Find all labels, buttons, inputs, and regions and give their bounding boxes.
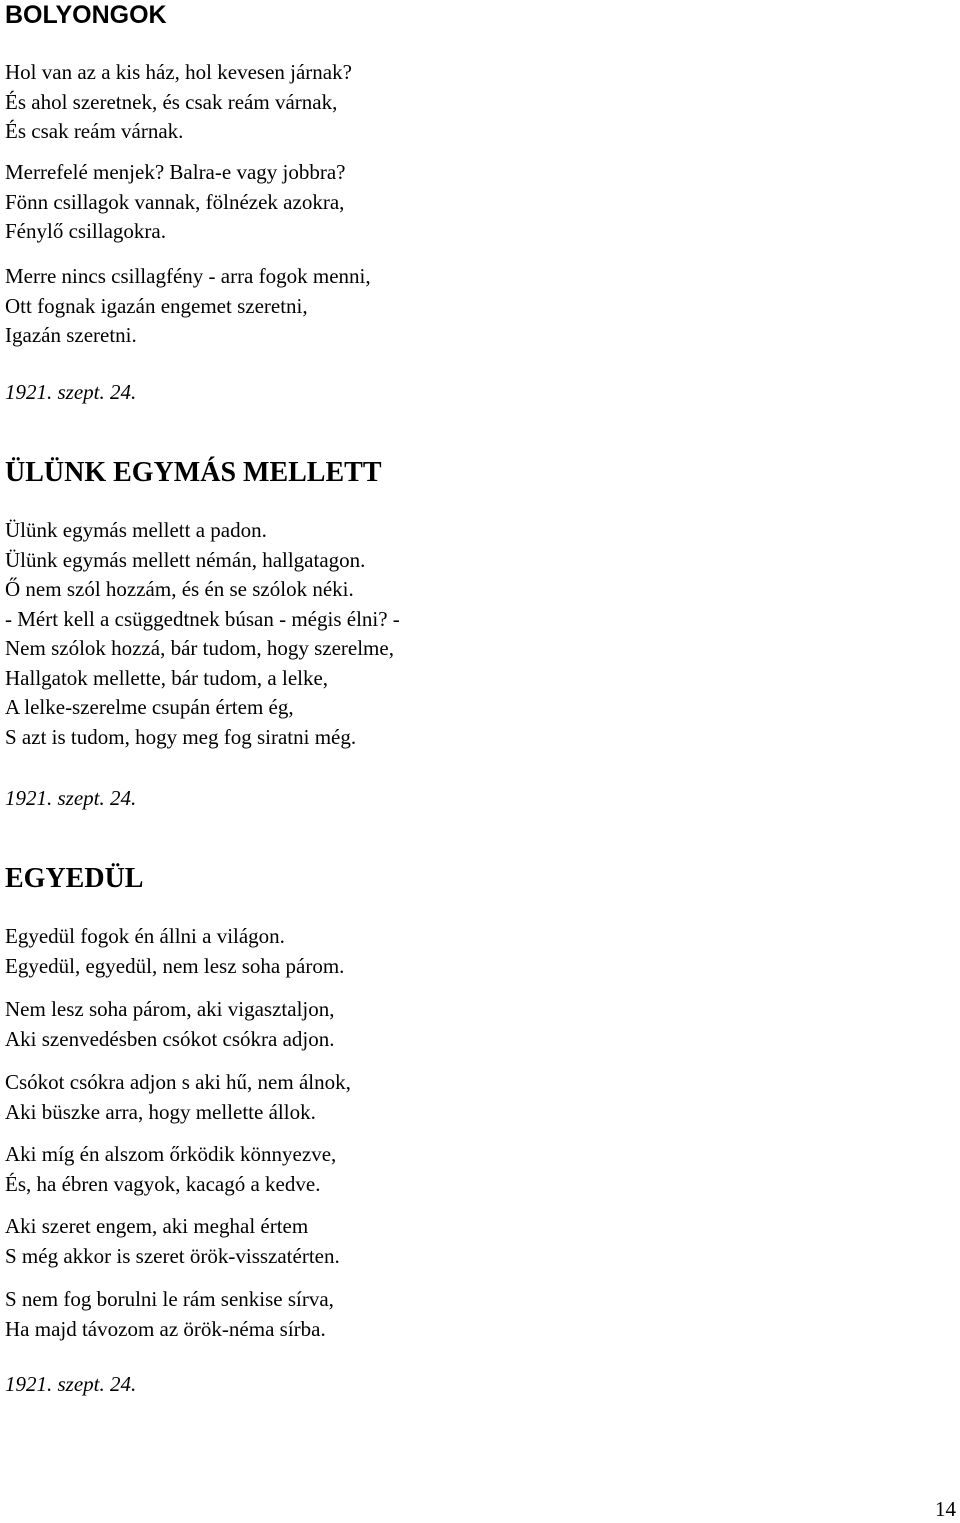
poem-line: Aki szeret engem, aki meghal értem — [5, 1214, 309, 1238]
poem-line: Fénylő csillagokra. — [5, 219, 166, 243]
poem-line: Merrefelé menjek? Balra-e vagy jobbra? — [5, 160, 346, 184]
poem-line: Fönn csillagok vannak, fölnézek azokra, — [5, 189, 345, 214]
poem-line: Ő nem szól hozzám, és én se szólok néki. — [5, 577, 354, 601]
poem-line: Hallgatok mellette, bár tudom, a lelke, — [5, 665, 329, 690]
poem-line: Nem lesz soha párom, aki vigasztaljon, — [5, 997, 335, 1021]
poem-line: Igazán szeretni. — [5, 323, 137, 347]
poem-line: - Mért kell a csüggedtnek búsan - mégis élni? - — [5, 606, 400, 631]
poem-line: Merre nincs csillagfény - arra fogok menni, — [5, 264, 371, 288]
page-number: 14 — [935, 1497, 956, 1521]
poem-line: És ahol szeretnek, és csak reám várnak, — [5, 89, 338, 114]
poem-line: S még akkor is szeret örök-visszatérten. — [5, 1243, 340, 1268]
stanza — [5, 262, 371, 351]
poem-line: Ülünk egymás mellett némán, hallgatagon. — [5, 547, 366, 572]
poem-line: Aki szenvedésben csókot csókra adjon. — [5, 1026, 335, 1051]
poem-title: ÜLÜNK EGYMÁS MELLETT — [5, 457, 382, 488]
poem-line: Ha majd távozom az örök-néma sírba. — [5, 1316, 326, 1341]
stanza — [5, 922, 344, 981]
poem-line: Hol van az a kis ház, hol kevesen járnak? — [5, 60, 352, 84]
stanza — [5, 516, 400, 752]
stanza — [5, 1140, 336, 1199]
poem-line: S azt is tudom, hogy meg fog siratni még. — [5, 724, 357, 749]
poem-line: S nem fog borulni le rám senkise sírva, — [5, 1287, 334, 1311]
stanza — [5, 1285, 334, 1344]
stanza — [5, 1212, 340, 1271]
poem-date: 1921. szept. 24. — [5, 380, 137, 404]
poem-line: Aki büszke arra, hogy mellette állok. — [5, 1099, 316, 1124]
poem-line: Aki míg én alszom őrködik könnyezve, — [5, 1142, 337, 1166]
poem-line: És csak reám várnak. — [5, 119, 184, 143]
poem-line: És, ha ébren vagyok, kacagó a kedve. — [5, 1171, 321, 1196]
stanza — [5, 1068, 351, 1127]
stanza — [5, 58, 352, 147]
stanza — [5, 158, 345, 247]
stanza — [5, 995, 335, 1054]
poem-line: Ott fognak igazán engemet szeretni, — [5, 293, 308, 318]
poem-line: Ülünk egymás mellett a padon. — [5, 518, 267, 542]
poem-line: Egyedül fogok én állni a világon. — [5, 924, 285, 948]
poem-line: A lelke-szerelme csupán értem ég, — [5, 695, 294, 719]
poem-date: 1921. szept. 24. — [5, 1372, 137, 1396]
poem-date: 1921. szept. 24. — [5, 786, 137, 810]
poem-title: BOLYONGOK — [5, 1, 167, 29]
poem-line: Nem szólok hozzá, bár tudom, hogy szerelme, — [5, 636, 394, 660]
poem-line: Csókot csókra adjon s aki hű, nem álnok, — [5, 1070, 351, 1094]
poem-title: EGYEDÜL — [5, 863, 144, 894]
poem-line: Egyedül, egyedül, nem lesz soha párom. — [5, 953, 345, 978]
